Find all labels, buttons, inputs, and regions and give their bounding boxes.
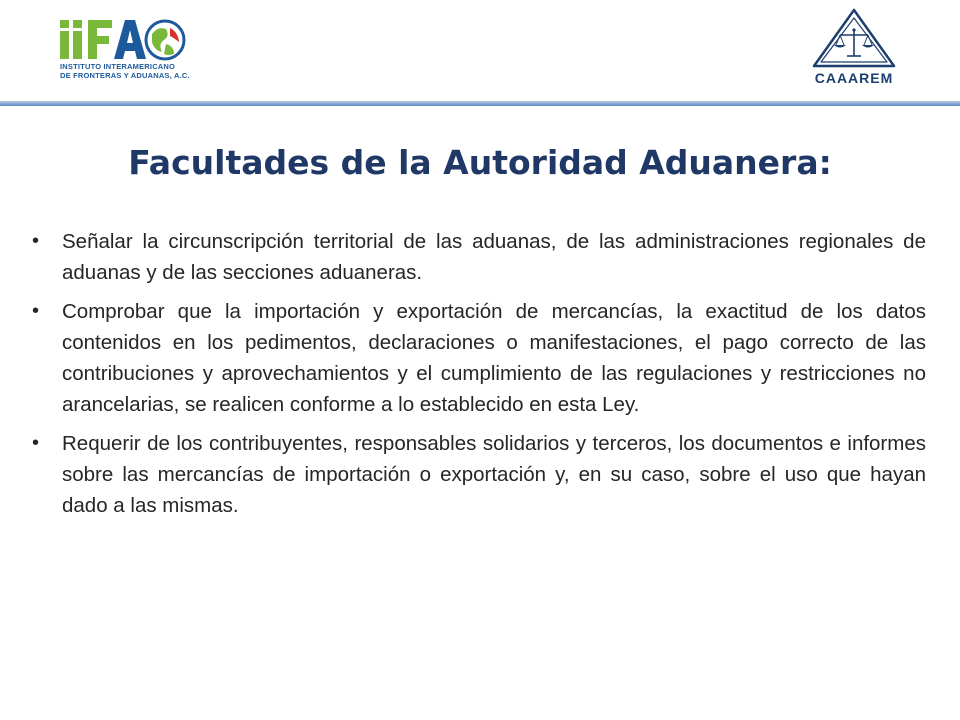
bullet-marker: • <box>32 432 40 454</box>
bullet-marker: • <box>32 300 40 322</box>
iifa-subtitle-line1: INSTITUTO INTERAMERICANO <box>60 62 176 71</box>
bullet-item <box>32 226 926 288</box>
caaarem-logo-text: CAAAREM <box>814 70 894 86</box>
bullet-item <box>32 428 926 521</box>
bullet-text: Comprobar que la importación y exportación de mercancías, la exactitud de los datos contenidos en los pedimentos, declaraciones o manifestaciones, el pago correcto de las contribuciones y aprovechamientos y el cumplimiento de las regulaciones y restricciones no arancelarias, se realicen conforme a lo establecido en esta Ley. <box>62 300 926 416</box>
scales-of-justice-triangle-icon <box>792 8 916 70</box>
bullet-item <box>32 296 926 420</box>
bullet-list <box>32 226 926 529</box>
header-divider <box>0 101 960 106</box>
slide-title: Facultades de la Autoridad Aduanera: <box>128 143 832 182</box>
bullet-text: Señalar la circunscripción territorial de las aduanas, de las administraciones regionales de aduanas y de las secciones aduaneras. <box>62 230 926 284</box>
bullet-text: Requerir de los contribuyentes, responsables solidarios y terceros, los documentos e informes sobre las mercancías de importación o exportación y, en su caso, sobre el uso que hayan dado a las mismas. <box>62 432 926 517</box>
caaarem-logo <box>792 8 916 94</box>
iifa-subtitle-line2: DE FRONTERAS Y ADUANAS, A.C. <box>60 71 190 80</box>
iifa-logo-icon <box>58 14 188 62</box>
header <box>0 0 960 100</box>
iifa-logo <box>58 14 218 90</box>
bullet-marker: • <box>32 230 40 252</box>
